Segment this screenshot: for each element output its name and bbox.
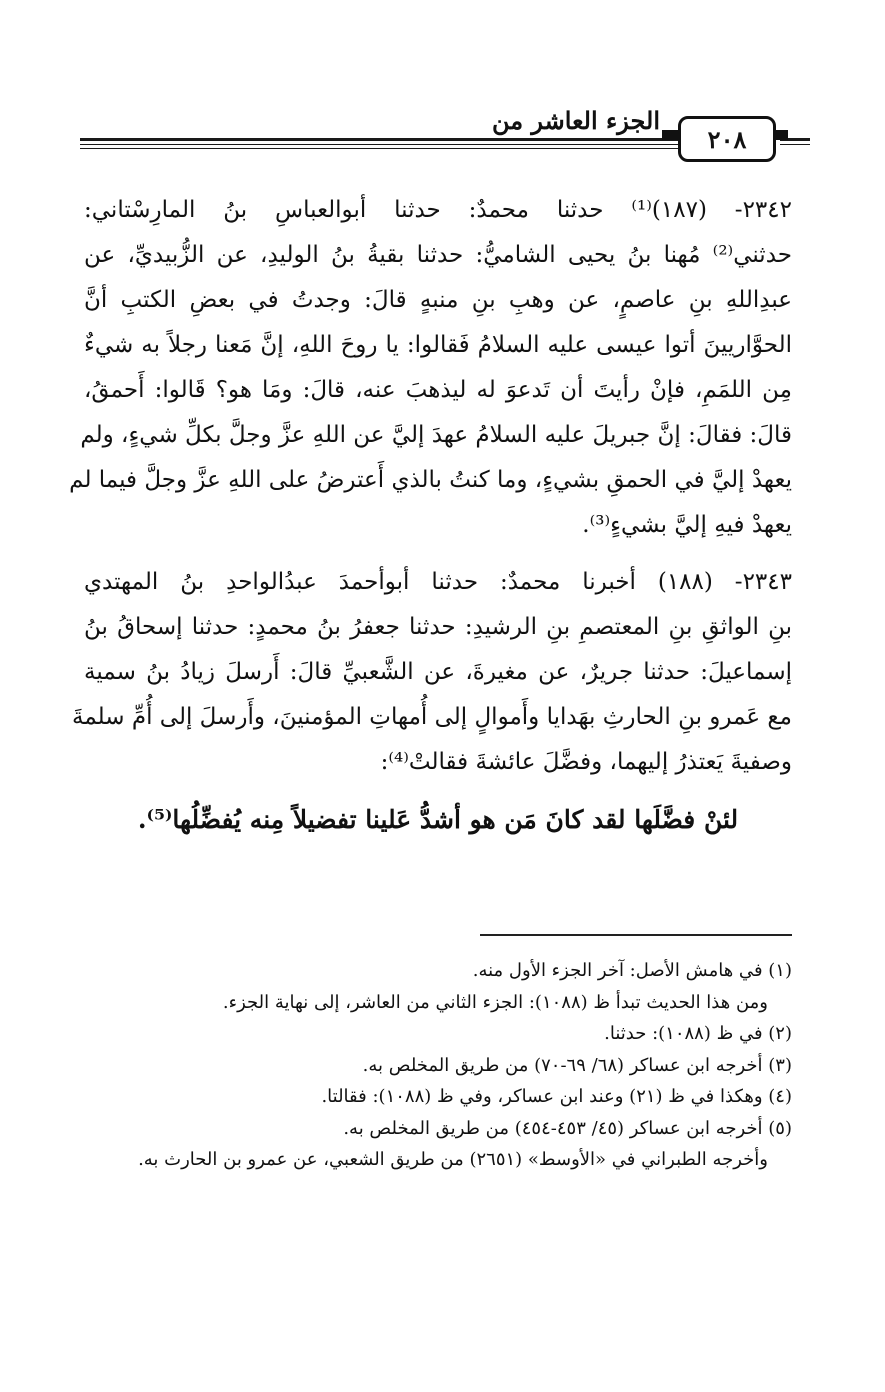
text-line: مِن اللمَمِ، فإنْ رأيتَ أن تَدعوَ له ليذهبَ عنه، قالَ: ومَا هو؟ قَالوا: أَحمقُ، [84, 377, 792, 403]
quoted-saying: لئنْ فضَّلَها لقد كانَ مَن هو أشدُّ عَلينا تفضيلاً مِنه يُفضِّلُها⁽⁵⁾. [137, 805, 739, 834]
hadith-2342 [69, 188, 792, 548]
text-line: مع عَمرو بنِ الحارثِ بهَدايا وأَموالٍ إلى أُمهاتِ المؤمنينَ، وأَرسلَ إلى أُمِّ سلمةَ [72, 704, 792, 730]
footnote-separator [480, 934, 792, 936]
footnote-4: (٤) وهكذا في ظ (٢١) وعند ابن عساكر، وفي ظ (١٠٨٨): فقالتا. [321, 1086, 792, 1107]
running-header [80, 98, 810, 168]
page-number: ٢٠٨ [707, 124, 747, 154]
text-line: قالَ: فقالَ: إنَّ جبريلَ عليه السلامُ عهدَ إليَّ عن اللهِ عزَّ وجلَّ بكلِّ شيءٍ، ولم [80, 422, 792, 448]
header-rule-thin-1 [80, 144, 680, 145]
footnote-1: (١) في هامش الأصل: آخر الجزء الأول منه. [472, 960, 792, 981]
header-rule-right-thin [780, 144, 810, 145]
hadith-2343 [72, 560, 792, 785]
footnote-2: (٢) في ظ (١٠٨٨): حدثنا. [604, 1023, 792, 1044]
footnote-5: (٥) أخرجه ابن عساكر (٤٥/ ٤٥٣-٤٥٤) من طريق المخلص به. [343, 1117, 792, 1139]
text-line: الحوَّاريينَ أتوا عيسى عليه السلامُ فَقالوا: يا روحَ اللهِ، إنَّ مَعنا رجلاً به شيءٌ [84, 332, 792, 358]
footnote-3: (٣) أخرجه ابن عساكر (٦٨/ ٦٩-٧٠) من طريق المخلص به. [362, 1054, 792, 1076]
text-line: ٢٣٤٢- (١٨٧)⁽¹⁾ حدثنا محمدٌ: حدثنا أبوالعباسِ بنُ المارِسْتاني: [84, 197, 792, 223]
text-line: ٢٣٤٣- (١٨٨) أخبرنا محمدٌ: حدثنا أبوأحمدَ عبدُالواحدِ بنُ المهتدي [84, 569, 792, 595]
text-line: حدثني⁽²⁾ مُهنا بنُ يحيى الشاميُّ: حدثنا بقيةُ بنُ الوليدِ، عن الزُّبيديِّ، عن [84, 242, 792, 268]
running-header-title: الجزء العاشر من [491, 106, 660, 135]
main-text [69, 188, 792, 842]
text-line: يعهدْ إليَّ في الحمقِ بشيءٍ، وما كنتُ بالذي أَعترضُ على اللهِ عزَّ وجلَّ فيما لم [69, 467, 792, 493]
header-rule-thin-2 [80, 148, 680, 149]
footnote-1-continued: ومن هذا الحديث تبدأ ظ (١٠٨٨): الجزء الثاني من العاشر، إلى نهاية الجزء. [222, 991, 768, 1013]
text-line: يعهدْ فيهِ إليَّ بشيءٍ⁽³⁾. [582, 512, 792, 538]
header-rule-thick [80, 138, 680, 141]
text-line: وصفيةَ يَعتذرُ إليهما، وفضَّلَ عائشةَ فقالتْ⁽⁴⁾: [380, 749, 792, 775]
text-line: بنِ الواثقِ بنِ المعتصمِ بنِ الرشيدِ: حدثنا جعفرُ بنُ محمدٍ: حدثنا إسحاقُ بنُ [84, 614, 792, 640]
page-number-box [678, 116, 776, 162]
text-line: عبدِاللهِ بنِ عاصمٍ، عن وهبِ بنِ منبهٍ قالَ: وجدتُ في بعضِ الكتبِ أنَّ [84, 287, 792, 313]
footnotes [84, 955, 792, 1176]
text-line: إسماعيلَ: حدثنا جريرٌ، عن مغيرةَ، عن الشَّعبيِّ قالَ: أَرسلَ زيادُ بنُ سمية [84, 659, 792, 685]
footnote-5-continued: وأخرجه الطبراني في «الأوسط» (٢٦٥١) من طريق الشعبي، عن عمرو بن الحارث به. [138, 1149, 768, 1170]
